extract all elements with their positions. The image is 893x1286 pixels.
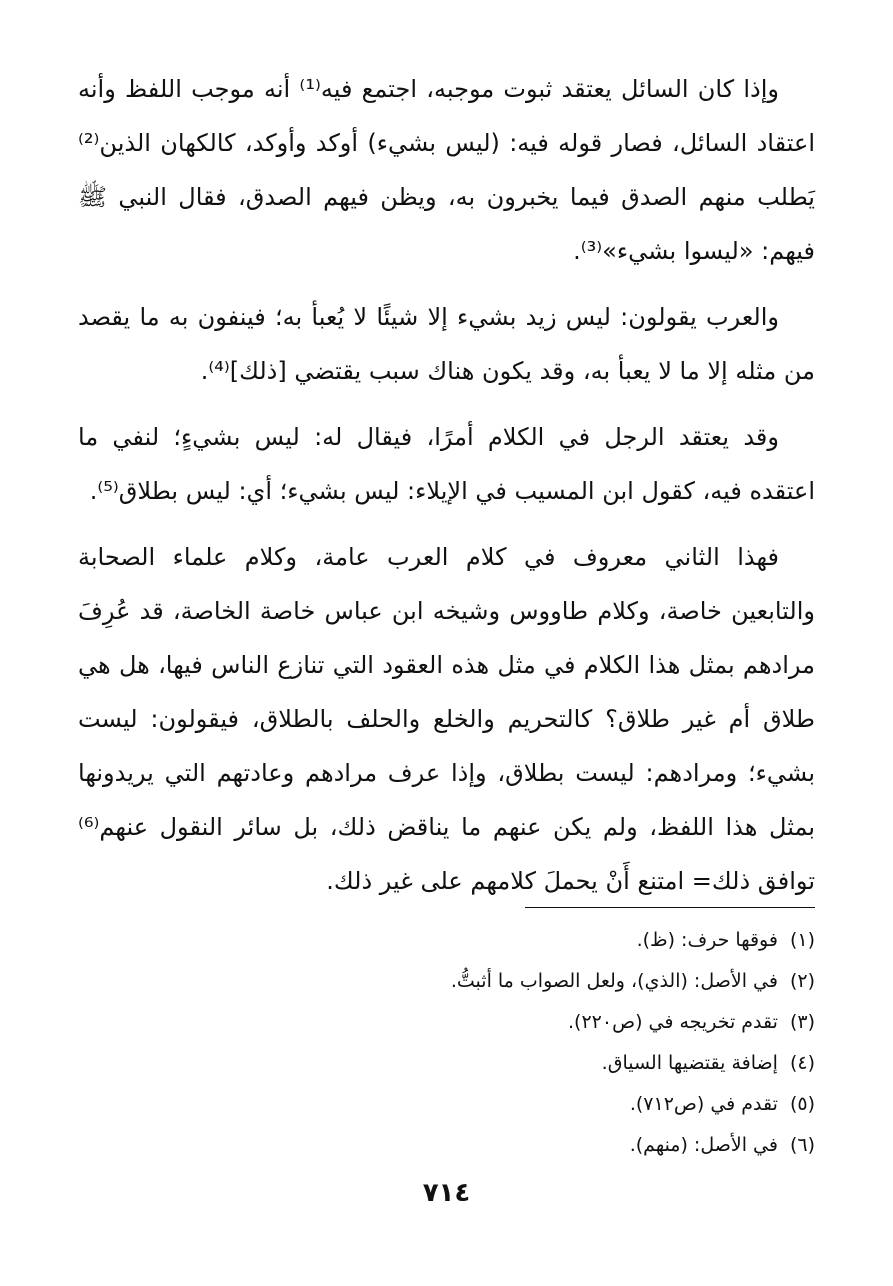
footnote-number: (٣) xyxy=(789,1011,815,1033)
footnote-2 xyxy=(78,961,815,1002)
footnote-text: في الأصل: (منهم). xyxy=(629,1134,778,1156)
footnote-6 xyxy=(78,1125,815,1166)
body-paragraph-2: والعرب يقولون: ليس زيد بشيء إلا شيئًا لا يُعبأ به؛ فينفون به ما يقصد من مثله إلا ما لا يعبأ به، وقد يكون هناك سبب يقتضي [ذلك]⁽⁴⁾. xyxy=(78,303,815,385)
page-content xyxy=(78,62,815,1232)
footnote-4 xyxy=(78,1043,815,1084)
footnote-number: (٤) xyxy=(789,1052,815,1074)
footnote-text: تقدم تخريجه في (ص٢٢٠). xyxy=(568,1011,778,1033)
footnote-text: فوقها حرف: (ظ). xyxy=(636,929,778,951)
footnote-1 xyxy=(78,920,815,961)
body-paragraph-4: فهذا الثاني معروف في كلام العرب عامة، وكلام علماء الصحابة والتابعين خاصة، وكلام طاووس وشيخه ابن عباس خاصة الخاصة، قد عُرِفَ مرادهم بمثل هذا الكلام في مثل هذه العقود التي تنازع الناس فيها، هل هي طلاق أم غير طلاق؟ كالتحريم والخلع والحلف بالطلاق، فيقولون: ليست بشيء؛ ومرادهم: ليست بطلاق، وإذا عرف مرادهم وعادتهم التي يريدونها بمثل هذا اللفظ، ولم يكن عنهم ما يناقض ذلك، بل سائر النقول عنهم⁽⁶⁾ توافق ذلك= امتنع أَنْ يحملَ كلامهم على غير ذلك. xyxy=(78,543,815,895)
footnote-number: (٦) xyxy=(789,1134,815,1156)
footnote-5 xyxy=(78,1084,815,1125)
body-paragraph-1: وإذا كان السائل يعتقد ثبوت موجبه، اجتمع فيه⁽¹⁾ أنه موجب اللفظ وأنه اعتقاد السائل، فصار قوله فيه: (ليس بشيء) أوكد وأوكد، كالكهان الذين⁽²⁾ يَطلب منهم الصدق فيما يخبرون به، ويظن فيهم الصدق، فقال النبي ﷺ فيهم: «ليسوا بشيء»⁽³⁾. xyxy=(78,75,815,265)
footnote-text: إضافة يقتضيها السياق. xyxy=(601,1052,778,1074)
footnote-text: في الأصل: (الذي)، ولعل الصواب ما أثبتُّ. xyxy=(450,970,778,992)
page-number: ٧١٤ xyxy=(422,1178,471,1208)
footnote-number: (٥) xyxy=(789,1093,815,1115)
body-paragraph-3: وقد يعتقد الرجل في الكلام أمرًا، فيقال له: ليس بشيءٍ؛ لنفي ما اعتقده فيه، كقول ابن المسيب في الإيلاء: ليس بشيء؛ أي: ليس بطلاق⁽⁵⁾. xyxy=(78,423,815,505)
footnote-text: تقدم في (ص٧١٢). xyxy=(629,1093,778,1115)
footnote-number: (٢) xyxy=(789,970,815,992)
footnotes xyxy=(78,920,815,1166)
footnote-number: (١) xyxy=(789,929,815,951)
footnote-divider xyxy=(525,907,815,908)
footnote-3 xyxy=(78,1002,815,1043)
